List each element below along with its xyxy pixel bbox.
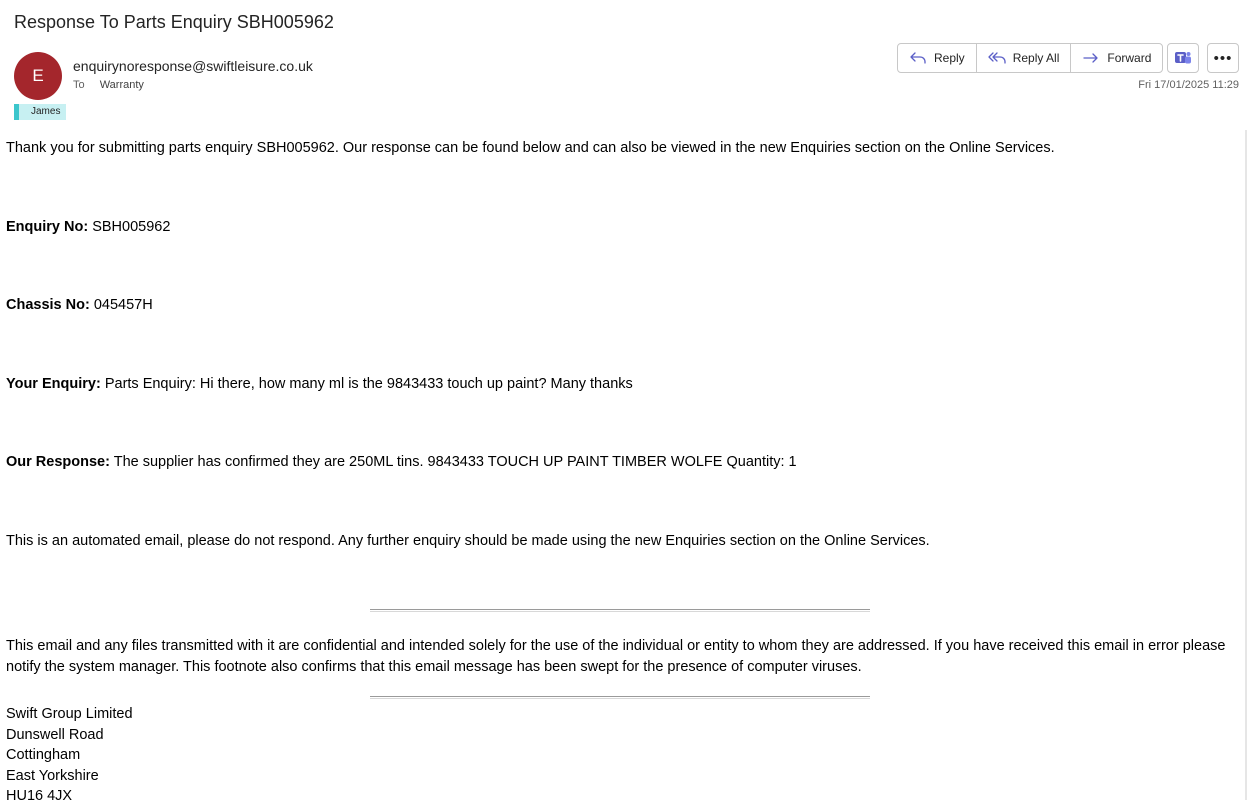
confidentiality-footnote: This email and any files transmitted with it are confidential and intended solely for the use of the individual or entity to whom they are addressed. If you have received this email in error please notify the system manager. This footnote also confirms that this email message has been swept for the presence of computer viruses. — [6, 638, 1226, 675]
address-line: Cottingham — [6, 747, 81, 763]
reply-all-label: Reply All — [1012, 51, 1060, 65]
enquiry-no-label: Enquiry No: — [6, 219, 89, 235]
sender-avatar[interactable] — [14, 52, 62, 100]
reply-actions — [897, 43, 1163, 73]
more-icon: ••• — [1213, 49, 1233, 67]
teams-icon — [1174, 49, 1192, 67]
reply-icon — [909, 50, 927, 66]
received-date: Fri 17/01/2025 11:29 — [1138, 79, 1239, 91]
chassis-no-label: Chassis No: — [6, 297, 90, 313]
your-enquiry-line — [6, 376, 633, 392]
more-actions-button[interactable] — [1207, 43, 1239, 73]
address-line: Dunswell Road — [6, 726, 104, 743]
teams-button[interactable] — [1167, 43, 1199, 73]
divider — [370, 609, 870, 612]
intro-paragraph: Thank you for submitting parts enquiry SBH005962. Our response can be found below and can also be viewed in the new Enquiries section on the Online Services. — [6, 140, 1055, 156]
chassis-no-value: 045457H — [93, 297, 153, 313]
reply-all-icon — [988, 50, 1006, 66]
your-enquiry-label: Your Enquiry: — [6, 376, 101, 392]
email-subject: Response To Parts Enquiry SBH005962 — [14, 12, 334, 32]
our-response-value: The supplier has confirmed they are 250ML tins. 9843433 TOUCH UP PAINT TIMBER WOLFE Quantity: 1 — [113, 454, 797, 470]
address-line: HU16 4JX — [6, 788, 73, 800]
to-label: To — [73, 79, 85, 91]
enquiry-no-line — [6, 219, 170, 235]
reply-button[interactable] — [898, 44, 977, 72]
reply-all-button[interactable] — [977, 44, 1072, 72]
divider — [370, 696, 870, 699]
address-line: Swift Group Limited — [6, 706, 133, 722]
recipient-line — [73, 79, 144, 91]
our-response-label: Our Response: — [6, 454, 110, 470]
forward-button[interactable] — [1071, 44, 1162, 72]
reply-label: Reply — [934, 51, 965, 65]
company-address — [6, 704, 133, 800]
forward-label: Forward — [1107, 51, 1152, 65]
automated-note: This is an automated email, please do not respond. Any further enquiry should be made using the new Enquiries section on the Online Services. — [6, 533, 930, 549]
your-enquiry-value: Parts Enquiry: Hi there, how many ml is the 9843433 touch up paint? Many thanks — [104, 376, 633, 392]
forward-icon — [1082, 50, 1100, 66]
chassis-no-line — [6, 297, 153, 313]
category-tag[interactable]: James — [14, 104, 66, 120]
recipient-name[interactable]: Warranty — [99, 79, 144, 91]
enquiry-no-value: SBH005962 — [92, 219, 171, 235]
avatar-initial: E — [32, 66, 44, 85]
address-line: East Yorkshire — [6, 767, 99, 784]
sender-email[interactable]: enquirynoresponse@swiftleisure.co.uk — [73, 58, 313, 74]
our-response-line — [6, 454, 797, 470]
